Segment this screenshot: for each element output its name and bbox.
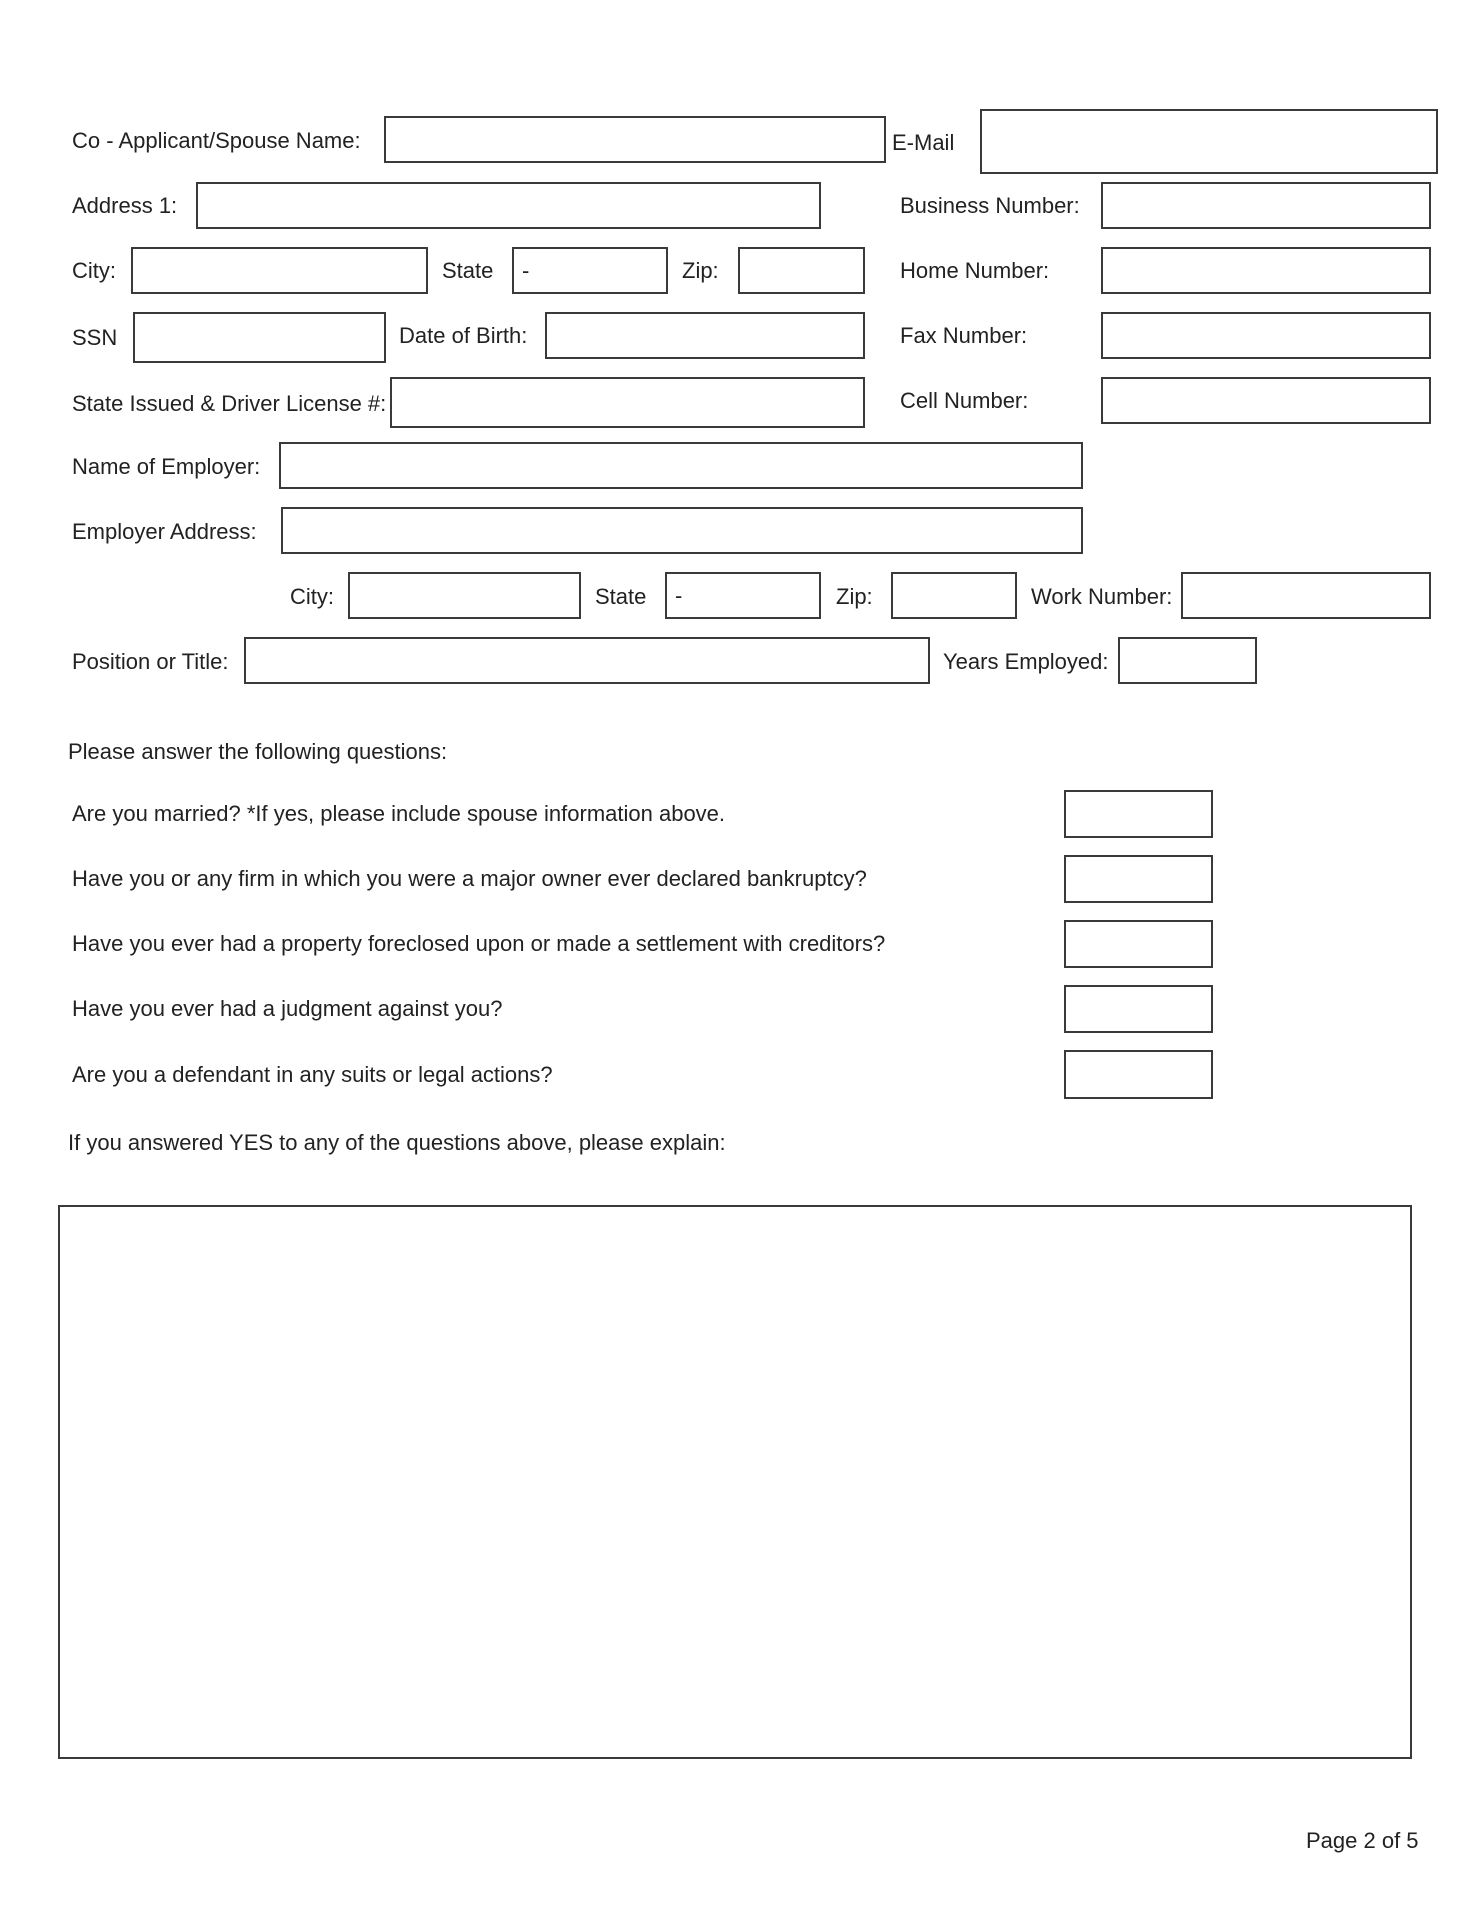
employer-name-input[interactable] (279, 442, 1083, 489)
cell-number-input[interactable] (1101, 377, 1431, 424)
employer-state-select-value: - (675, 582, 683, 608)
dob-input[interactable] (545, 312, 865, 359)
employer-zip-label: Zip: (836, 584, 873, 609)
home-number-input[interactable] (1101, 247, 1431, 294)
ssn-label: SSN (72, 325, 118, 350)
dob-label: Date of Birth: (399, 323, 528, 348)
business-number-label: Business Number: (900, 193, 1080, 218)
work-number-label: Work Number: (1031, 584, 1173, 609)
zip-input[interactable] (738, 247, 865, 294)
question-judgment: Have you ever had a judgment against you? (72, 996, 503, 1021)
answer-bankruptcy-input[interactable] (1064, 855, 1213, 903)
answer-judgment-input[interactable] (1064, 985, 1213, 1033)
email-input[interactable] (980, 109, 1438, 174)
email-label: E-Mail (892, 130, 955, 155)
employer-address-input[interactable] (281, 507, 1083, 554)
explanation-textarea[interactable] (58, 1205, 1412, 1759)
state-select-value: - (522, 257, 530, 283)
question-defendant: Are you a defendant in any suits or legal actions? (72, 1062, 553, 1087)
question-foreclosure: Have you ever had a property foreclosed upon or made a settlement with creditors? (72, 931, 886, 956)
questions-intro: Please answer the following questions: (68, 739, 448, 764)
zip-label: Zip: (682, 258, 719, 283)
employer-state-select[interactable] (665, 572, 821, 619)
license-input[interactable] (390, 377, 865, 428)
employer-city-input[interactable] (348, 572, 581, 619)
position-label: Position or Title: (72, 649, 229, 674)
fax-number-input[interactable] (1101, 312, 1431, 359)
city-input[interactable] (131, 247, 428, 294)
license-label: State Issued & Driver License #: (72, 391, 387, 416)
answer-foreclosure-input[interactable] (1064, 920, 1213, 968)
employer-zip-input[interactable] (891, 572, 1017, 619)
work-number-input[interactable] (1181, 572, 1431, 619)
ssn-input[interactable] (133, 312, 386, 363)
answer-married-input[interactable] (1064, 790, 1213, 838)
years-employed-label: Years Employed: (943, 649, 1109, 674)
cell-number-label: Cell Number: (900, 388, 1029, 413)
address-label: Address 1: (72, 193, 178, 218)
address-input[interactable] (196, 182, 821, 229)
explain-label: If you answered YES to any of the questions above, please explain: (68, 1130, 726, 1155)
city-label: City: (72, 258, 116, 283)
question-married: Are you married? *If yes, please include spouse information above. (72, 801, 726, 826)
business-number-input[interactable] (1101, 182, 1431, 229)
employer-name-label: Name of Employer: (72, 454, 261, 479)
employer-address-label: Employer Address: (72, 519, 257, 544)
employer-state-label: State (595, 584, 647, 609)
position-input[interactable] (244, 637, 930, 684)
question-bankruptcy: Have you or any firm in which you were a major owner ever declared bankruptcy? (72, 866, 867, 891)
fax-number-label: Fax Number: (900, 323, 1028, 348)
state-select[interactable] (512, 247, 668, 294)
page-number: Page 2 of 5 (1306, 1828, 1419, 1853)
coapplicant-name-input[interactable] (384, 116, 886, 163)
years-employed-input[interactable] (1118, 637, 1257, 684)
employer-city-label: City: (290, 584, 334, 609)
answer-defendant-input[interactable] (1064, 1050, 1213, 1099)
home-number-label: Home Number: (900, 258, 1050, 283)
coapplicant-name-label: Co - Applicant/Spouse Name: (72, 128, 361, 153)
state-label: State (442, 258, 494, 283)
